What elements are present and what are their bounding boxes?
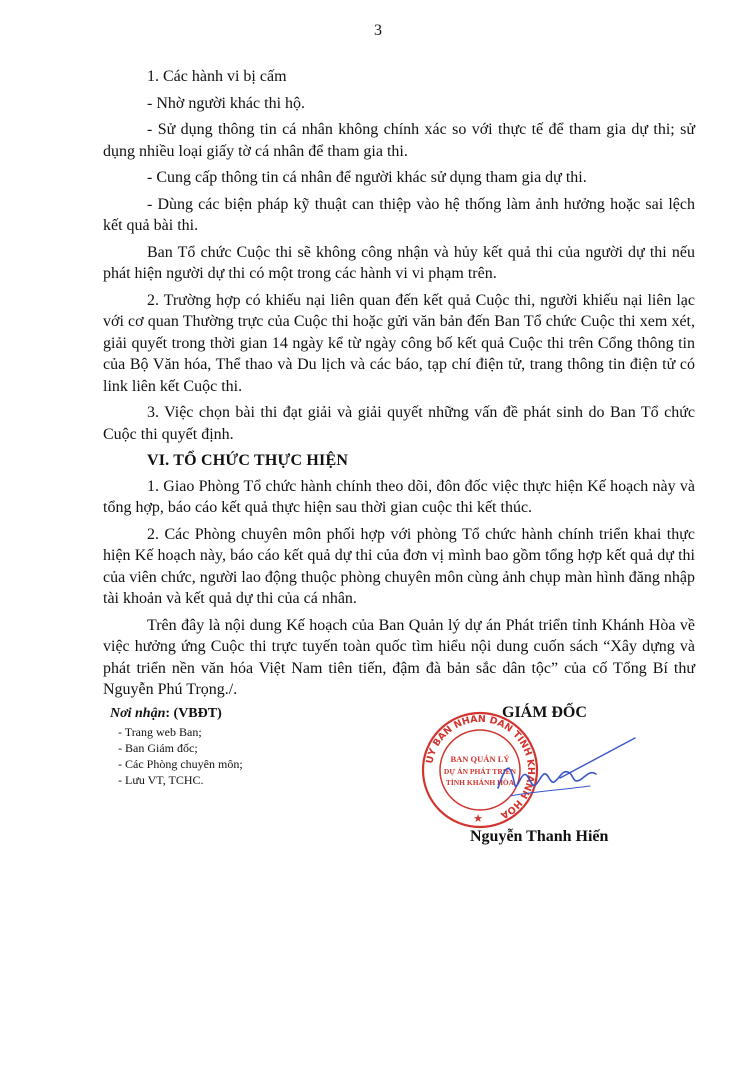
- signer-name: Nguyễn Thanh Hiến: [470, 828, 609, 845]
- recipients-list: [118, 724, 370, 788]
- handwritten-signature: [490, 730, 640, 810]
- paragraph: 3. Việc chọn bài thi đạt giải và giải quyết những vấn đề phát sinh do Ban Tổ chức Cuộc thi quyết định.: [103, 404, 695, 443]
- paragraph: Ban Tổ chức Cuộc thi sẽ không công nhận và hủy kết quả thi của người dự thi nếu phát hiện người dự thi có một trong các hành vi vi phạm trên.: [103, 243, 695, 282]
- seal-line-3: TỈNH KHÁNH HÒA: [445, 778, 515, 787]
- seal-line-1: BAN QUẢN LÝ: [450, 754, 510, 764]
- paragraph: - Cung cấp thông tin cá nhân để người khác sử dụng tham gia dự thi.: [147, 169, 587, 186]
- paragraph: 2. Trường hợp có khiếu nại liên quan đến kết quả Cuộc thi, người khiếu nại liên lạc với cơ quan Thường trực của Cuộc thi hoặc gửi văn bản đến Ban Tổ chức Cuộc thi xem xét, giải quyết trong thời gian 14 ngày kể từ ngày công bố kết quả Cuộc thi trên Cổng thông tin của Bộ Văn hóa, Thể thao và Du lịch và các báo, tạp chí điện tử, trang thông tin điện tử có link liên kết Cuộc thi.: [103, 291, 695, 395]
- section-heading: VI. TỔ CHỨC THỰC HIỆN: [147, 452, 349, 469]
- paragraph: 1. Các hành vi bị cấm: [147, 68, 287, 85]
- recipients-block: [110, 706, 370, 788]
- recipient-item: - Trang web Ban;: [118, 725, 202, 739]
- document-body: [103, 66, 695, 706]
- seal-ring-text: UỶ BAN NHÂN DÂN TỈNH KHÁNH HÒA: [424, 713, 537, 821]
- seal-star: ★: [473, 813, 483, 825]
- recipient-item: - Lưu VT, TCHC.: [118, 773, 204, 787]
- paragraph: - Nhờ người khác thi hộ.: [147, 94, 306, 112]
- recipients-title-suffix: : (VBĐT): [165, 706, 222, 721]
- recipients-title-label: Nơi nhận: [110, 706, 166, 721]
- recipient-item: - Các Phòng chuyên môn;: [118, 757, 243, 771]
- recipients-title: [110, 706, 370, 722]
- paragraph: 2. Các Phòng chuyên môn phối hợp với phòng Tổ chức hành chính triển khai thực hiện Kế hoạch này, báo cáo kết quả dự thi của đơn vị mình bao gồm tổng hợp kết quả dự thi của viên chức, người lao động thuộc phòng chuyên môn cùng ảnh chụp màn hình đăng nhập tài khoản và kết quả dự thi của cá nhân.: [103, 525, 695, 607]
- seal-line-2: DỰ ÁN PHÁT TRIỂN: [443, 767, 517, 776]
- paragraph: - Dùng các biện pháp kỹ thuật can thiệp vào hệ thống làm ảnh hưởng hoặc sai lệch kết quả bài thi.: [103, 195, 695, 234]
- recipient-item: - Ban Giám đốc;: [118, 741, 198, 755]
- paragraph: Trên đây là nội dung Kế hoạch của Ban Quản lý dự án Phát triển tỉnh Khánh Hòa về việc hưởng ứng Cuộc thi trực tuyến toàn quốc tìm hiểu nội dung cuốn sách “Xây dựng và phát triển nền văn hóa Việt Nam tiên tiến, đậm đà bản sắc dân tộc” của cố Tổng Bí thư Nguyễn Phú Trọng./.: [103, 616, 695, 698]
- paragraph: 1. Giao Phòng Tổ chức hành chính theo dõi, đôn đốc việc thực hiện Kế hoạch này và tổng hợp, báo cáo kết quả thực hiện sau thời gian cuộc thi kết thúc.: [103, 477, 695, 516]
- signer-title: GIÁM ĐỐC: [502, 704, 587, 721]
- paragraph: - Sử dụng thông tin cá nhân không chính xác so với thực tế để tham gia dự thi; sử dụng nhiều loại giấy tờ cá nhân để tham gia thi.: [103, 121, 695, 160]
- page-number: 3: [374, 22, 382, 39]
